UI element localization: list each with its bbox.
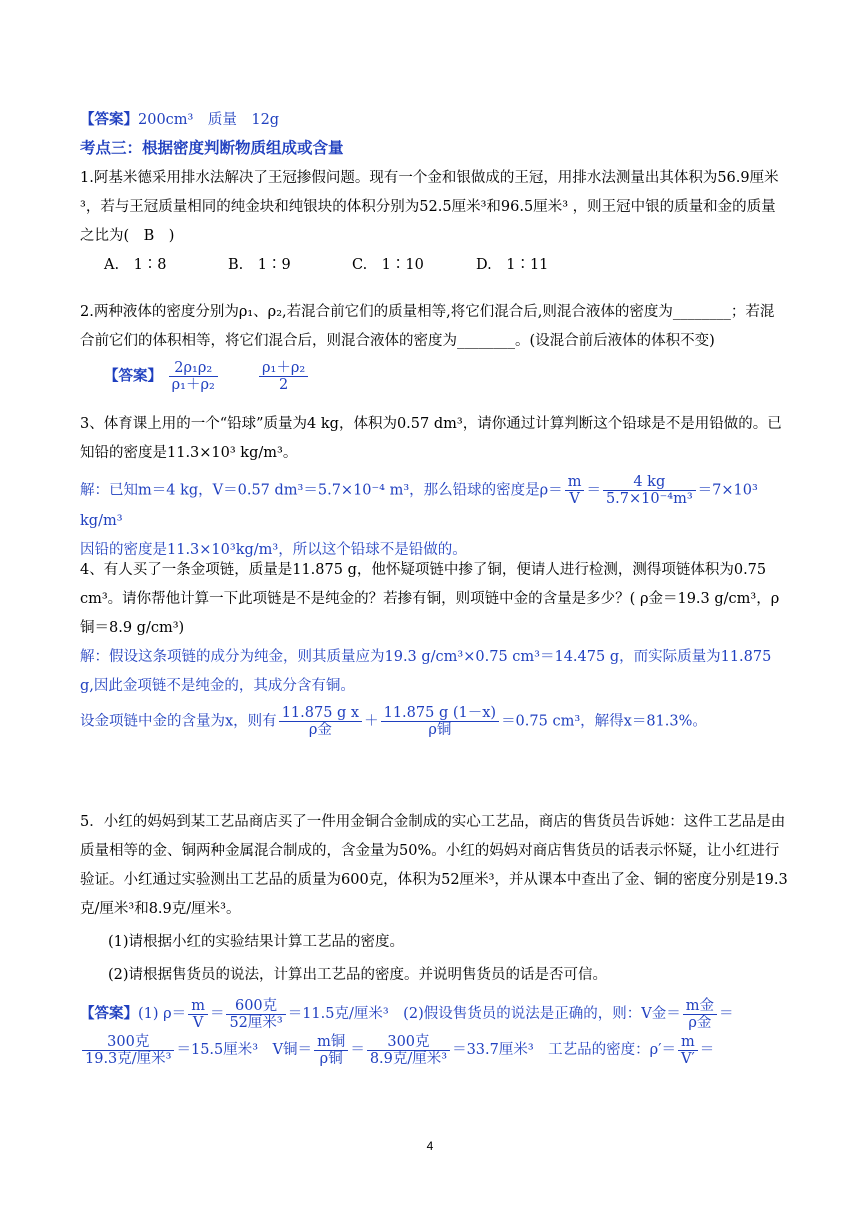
answer-fraction-2: $\frac{\text{ρ₁＋ρ₂}}{2}$ [259,360,308,393]
question-3 [80,410,788,565]
question-5-answer: 【答案】(1) ρ＝ $\frac{m}{V}$ ＝ $\frac{\text{600克}}{\text{52厘米³}}$ ＝11.5克/厘米³ (2)假设售货员的说法是正确的，则：V金＝ $\frac{\text{m金}}{\text{ρ金}}$ ＝ $\frac{\text{300克}}{\text{19.3克/厘米³}}$ ＝15.5厘米³ V铜＝ $\frac{\text{m铜}}{\text{ρ铜}}$ ＝ $\frac{\text{300克}}{\text{8.9克/厘米³}}$ ＝33.7厘米³ 工艺品的密度：ρ′＝ $\frac{m}{V'}$ ＝ [80,997,734,1067]
answer-text: 200cm³ 质量 12g [138,112,280,128]
question-5-sub-1: (1)请根据小红的实验结果计算工艺品的密度。 [108,934,405,950]
answer-line-0 [80,105,788,135]
question-2 [80,298,788,393]
fraction-copper: $\frac{11.875 g (1-x)}{\text{ρ铜}}$ [381,705,499,738]
answer-tag: 【答案】 [104,367,162,385]
option-c: C. 1∶10 [352,257,424,273]
question-3-solution: 解：已知m＝4 kg，V＝0.57 dm³＝5.7×10⁻⁴ m³，那么铅球的密度是ρ＝ $\frac{m}{V}$ ＝ $\frac{4 kg}{\text{5.7×10⁻⁴m³}}$ ＝7×10³ kg/m³ [80,474,758,529]
question-4 [80,556,788,738]
answer-fraction-1: $\frac{\text{2ρ₁ρ₂}}{\text{ρ₁＋ρ₂}}$ [169,360,218,393]
answer-tag: 【答案】 [80,111,138,128]
question-5-text: 5．小红的妈妈到某工艺品商店买了一件用金铜合金制成的实心工艺品，商店的售货员告诉她：这件工艺品是由质量相等的金、铜两种金属混合制成的，含金量为50%。小红的妈妈对商店售货员的话表示怀疑，让小红进行验证。小红通过实验测出工艺品的质量为600克，体积为52厘米³，并从课本中查出了金、铜的密度分别是19.3克/厘米³和8.9克/厘米³。 [80,814,788,917]
question-5 [80,808,788,1068]
question-3-text: 3、体育课上用的一个“铅球”质量为4 kg，体积为0.57 dm³，请你通过计算判断这个铅球是不是用铅做的。已知铅的密度是11.3×10³ kg/m³。 [80,416,782,461]
question-5-sub-2: (2)请根据售货员的说法，计算出工艺品的密度。并说明售货员的话是否可信。 [108,967,608,983]
question-1 [80,164,788,280]
fraction-m-over-v: $\frac{m}{V}$ [565,474,585,507]
option-d: D. 1∶11 [476,257,549,273]
question-2-answer [80,360,788,393]
question-4-solution-1: 解：假设这条项链的成分为纯金，则其质量应为19.3 g/cm³×0.75 cm³＝14.475 g，而实际质量为11.875 g,因此金项链不是纯金的，其成分含有铜。 [80,649,772,694]
question-4-solution-2: 设金项链中金的含量为x，则有 $\frac{\text{11.875 g x}}{\text{ρ金}}$ ＋ $\frac{11.875 g (1-x)}{\text{ρ铜}}$ ＝0.75 cm³，解得x＝81.3%。 [80,705,707,738]
answer-tag: 【答案】 [80,1005,138,1022]
question-4-text: 4、有人买了一条金项链，质量是11.875 g，他怀疑项链中掺了铜，便请人进行检测，测得项链体积为0.75 cm³。请你帮他计算一下此项链是不是纯金的？若掺有铜，则项链中金的含量是多少？( ρ金＝19.3 g/cm³，ρ铜＝8.9 g/cm³) [80,562,780,636]
page-number: 4 [426,1139,434,1153]
section-heading: 考点三：根据密度判断物质组成或含量 [80,139,344,157]
question-1-text: 1.阿基米德采用排水法解决了王冠掺假问题。现有一个金和银做成的王冠，用排水法测量出其体积为56.9厘米³，若与王冠质量相同的纯金块和纯银块的体积分别为52.5厘米³和96.5厘米³ ，则王冠中银的质量和金的质量之比为( B ) [80,170,779,244]
option-b: B. 1∶9 [228,257,291,273]
fraction-value: $\frac{4 kg}{\text{5.7×10⁻⁴m³}}$ [603,474,696,507]
question-3-conclusion: 因铅的密度是11.3×10³kg/m³，所以这个铅球不是铅做的。 [80,542,467,558]
option-a: A. 1∶8 [104,257,167,273]
question-2-text: 2.两种液体的密度分别为ρ₁、ρ₂,若混合前它们的质量相等,将它们混合后,则混合液体的密度为________；若混合前它们的体积相等，将它们混合后，则混合液体的密度为________。(设混合前后液体的体积不变) [80,304,775,349]
question-1-options [80,251,788,280]
fraction-gold: $\frac{\text{11.875 g x}}{\text{ρ金}}$ [279,705,362,738]
